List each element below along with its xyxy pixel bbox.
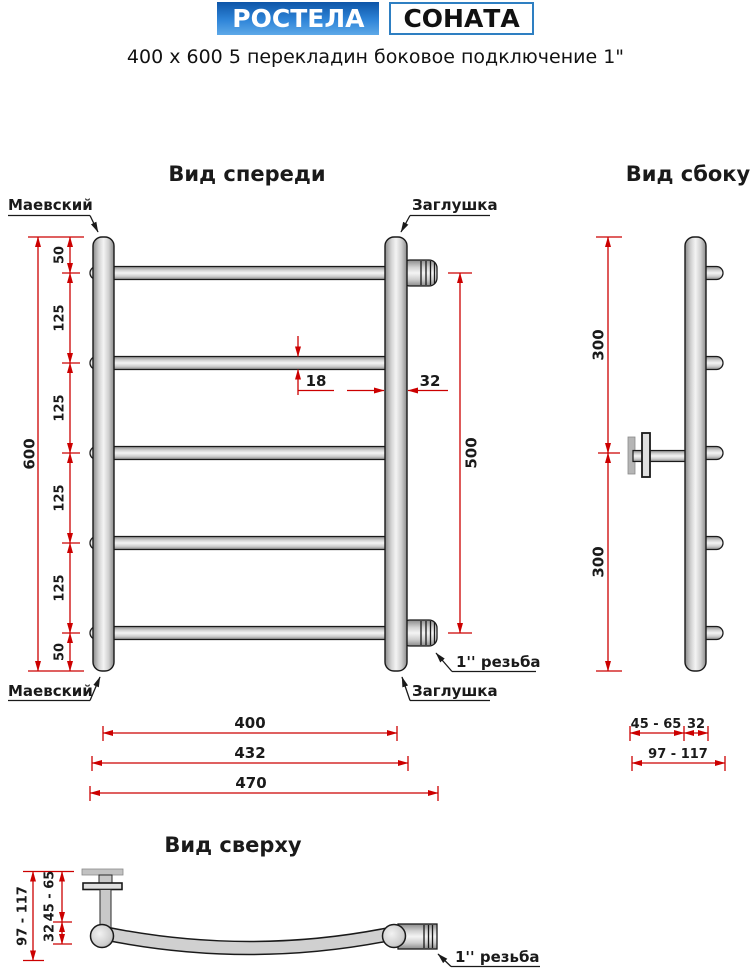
dim-text-chain: 125 bbox=[52, 574, 68, 602]
dim-text-total-depth: 97 - 117 bbox=[15, 886, 31, 946]
front-right-post bbox=[385, 237, 407, 671]
top-curved-rung bbox=[91, 924, 438, 949]
plug-label-top: Заглушка bbox=[412, 196, 498, 214]
dim-text-wall-gap: 45 - 65 bbox=[42, 870, 58, 922]
dim-text-post: 32 bbox=[42, 923, 58, 943]
bracket-flange bbox=[83, 883, 122, 890]
dim-text-300-upper: 300 bbox=[589, 329, 608, 361]
front-left-post bbox=[93, 237, 114, 671]
bleeder-valve-label-bottom: Маевский bbox=[8, 682, 93, 700]
dim-text-400: 400 bbox=[234, 714, 266, 732]
product-subtitle: 400 x 600 5 перекладин боковое подключение 1" bbox=[126, 46, 625, 68]
dim-text-chain: 125 bbox=[52, 484, 68, 512]
rung bbox=[90, 447, 402, 460]
plug-label-bottom: Заглушка bbox=[412, 682, 498, 700]
rung bbox=[90, 537, 402, 550]
dim-text-432: 432 bbox=[234, 744, 266, 762]
dim-text-500: 500 bbox=[462, 437, 481, 469]
leader-arrow bbox=[438, 954, 451, 967]
dim-text-total-depth: 97 - 117 bbox=[648, 747, 708, 762]
side-depth-dimensions bbox=[630, 717, 725, 771]
dim-text-chain: 125 bbox=[52, 394, 68, 422]
bracket-stem bbox=[100, 890, 111, 928]
dim-text-post: 32 bbox=[686, 717, 706, 732]
post-section-right bbox=[383, 925, 406, 948]
side-post bbox=[685, 237, 706, 671]
leader-arrow bbox=[402, 677, 410, 701]
dim-text-300-lower: 300 bbox=[589, 546, 608, 578]
front-connection-span-dimension bbox=[448, 273, 480, 633]
series-logo: СОНАТА bbox=[389, 2, 533, 35]
dim-text-18: 18 bbox=[305, 372, 327, 390]
dim-text-32: 32 bbox=[419, 372, 441, 390]
dim-text-chain: 50 bbox=[52, 642, 68, 662]
top-wall-bracket bbox=[82, 869, 123, 928]
brand-logo: РОСТЕЛА bbox=[217, 2, 379, 35]
rung bbox=[90, 627, 402, 640]
front-height-dimensions bbox=[20, 237, 84, 671]
bracket-flange bbox=[642, 433, 650, 477]
side-height-dimensions bbox=[589, 237, 622, 671]
side-view-title: Вид сбоку bbox=[625, 162, 751, 186]
dim-text-chain: 125 bbox=[52, 304, 68, 332]
leader-arrow bbox=[90, 216, 98, 233]
rung bbox=[90, 267, 402, 280]
front-rungs bbox=[90, 267, 402, 640]
leader-arrow bbox=[401, 216, 410, 233]
dim-text-470: 470 bbox=[235, 774, 267, 792]
dim-text-wall-gap: 45 - 65 bbox=[630, 717, 682, 732]
leader-arrow bbox=[436, 653, 452, 672]
post-section-left bbox=[91, 925, 114, 948]
top-callouts bbox=[438, 948, 540, 967]
thread-label-front: 1'' резьба bbox=[456, 653, 541, 671]
dim-text-chain: 50 bbox=[52, 245, 68, 265]
top-depth-dimensions bbox=[16, 871, 74, 961]
front-width-dimensions bbox=[90, 714, 438, 801]
bleeder-valve-label-top: Маевский bbox=[8, 196, 93, 214]
front-view-title: Вид спереди bbox=[168, 162, 326, 186]
side-wall-bracket bbox=[628, 433, 689, 477]
dim-text-600: 600 bbox=[20, 438, 39, 470]
bracket-wall-plate bbox=[82, 869, 123, 875]
thread-label-top-view: 1'' резьба bbox=[455, 948, 540, 966]
rung bbox=[90, 357, 402, 370]
top-view-title: Вид сверху bbox=[164, 833, 302, 857]
